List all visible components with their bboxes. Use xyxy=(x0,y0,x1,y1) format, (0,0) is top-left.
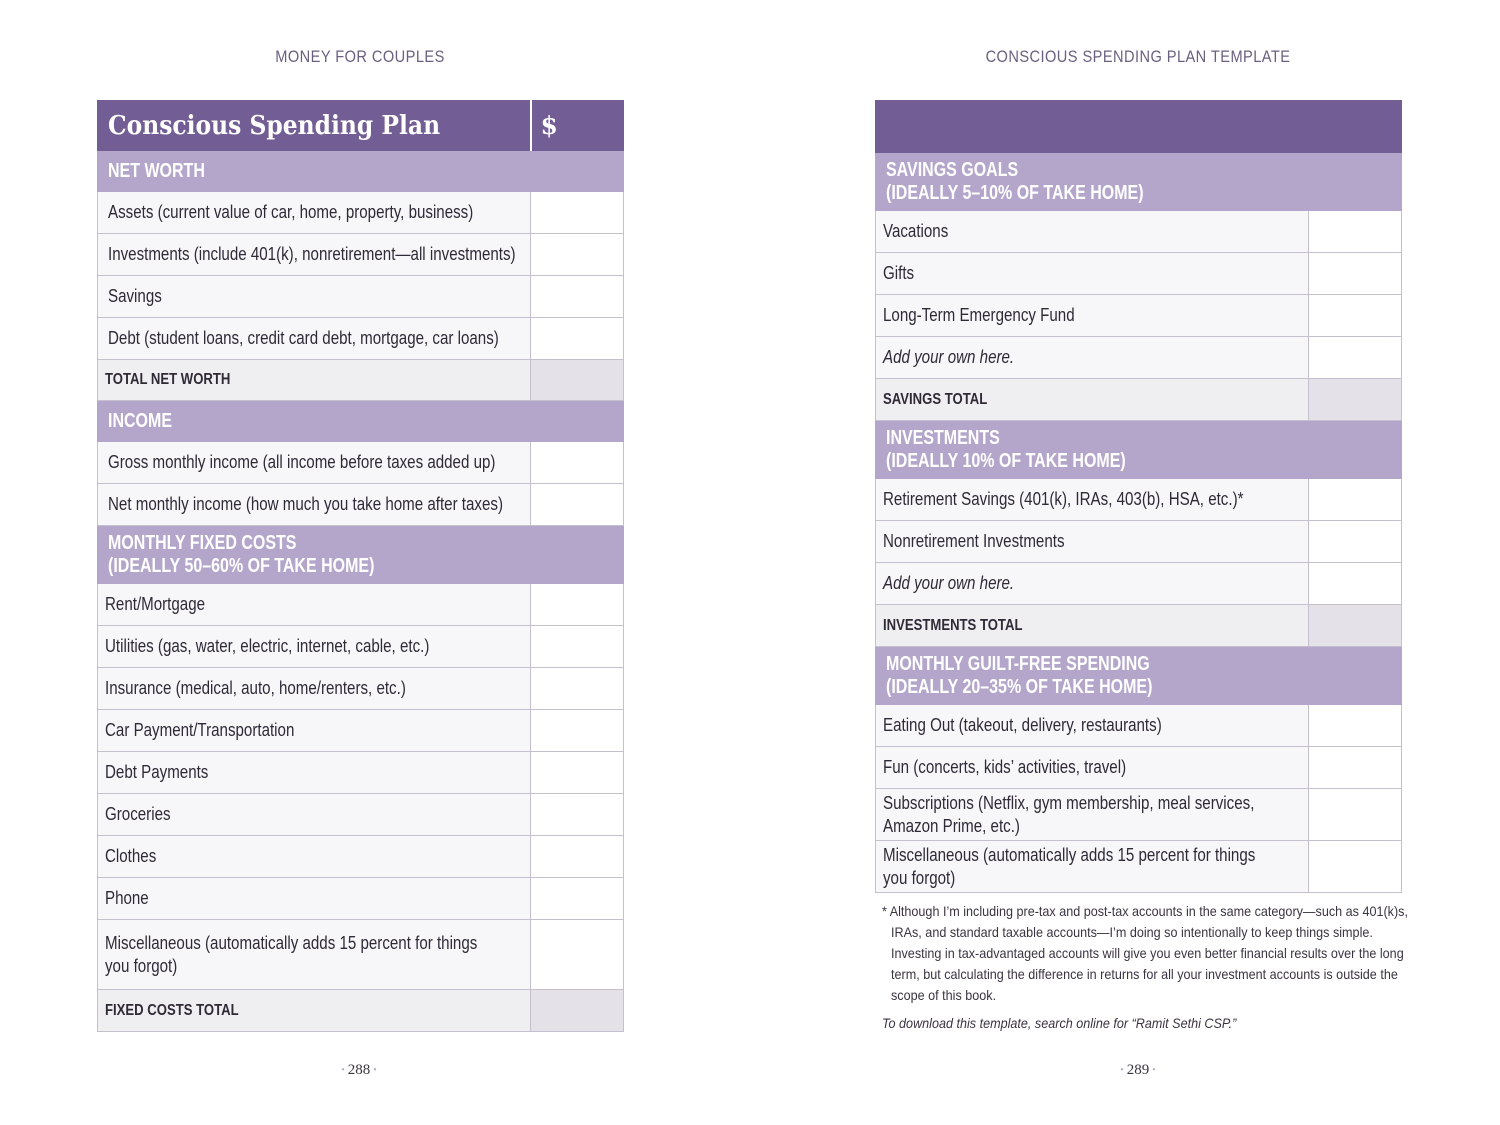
table-title: Conscious Spending Plan xyxy=(98,101,531,151)
line-item-net-income: Net monthly income (how much you take home after taxes) xyxy=(98,484,531,526)
line-item-miscellaneous: Miscellaneous (automatically adds 15 percent for things you forgot) xyxy=(98,920,531,990)
amount-cell-debt[interactable] xyxy=(531,318,624,360)
line-item-clothes: Clothes xyxy=(98,836,531,878)
line-item-debt-payments: Debt Payments xyxy=(98,752,531,794)
section-heading-net-worth: NET WORTH xyxy=(98,151,624,192)
footnote-text: * Although I’m including pre-tax and post-tax accounts in the same category—such as 401(k)s, IRAs, and standard taxable accounts—I’m doing so intentionally to keep things simple. Investing in tax-advantaged accounts will give you even better financial results over the long term, but calculating the difference in returns for all your investment accounts is outside the scope of this book. xyxy=(882,903,1408,1003)
investments-total-label: INVESTMENTS TOTAL xyxy=(876,605,1309,647)
ornament-dot-icon: • xyxy=(1120,1065,1124,1077)
download-note: To download this template, search online for “Ramit Sethi CSP.” xyxy=(882,1015,1237,1031)
conscious-spending-plan-table xyxy=(97,100,624,1032)
amount-cell-net-income[interactable] xyxy=(531,484,624,526)
amount-cell-utilities[interactable] xyxy=(531,626,624,668)
right-page-header: CONSCIOUS SPENDING PLAN TEMPLATE xyxy=(985,47,1291,66)
left-page-header: MONEY FOR COUPLES xyxy=(275,47,445,66)
ornament-dot-icon: • xyxy=(373,1065,377,1077)
table-header-bar xyxy=(876,101,1402,153)
amount-cell-car-payment[interactable] xyxy=(531,710,624,752)
footnote xyxy=(882,901,1408,1006)
total-net-worth-label: TOTAL NET WORTH xyxy=(98,360,531,401)
section-heading-savings-goals: SAVINGS GOALS (IDEALLY 5–10% OF TAKE HOME) xyxy=(876,153,1402,211)
right-page-number: • 289 • xyxy=(1078,1062,1198,1079)
line-item-rent: Rent/Mortgage xyxy=(98,584,531,626)
line-item-insurance: Insurance (medical, auto, home/renters, etc.) xyxy=(98,668,531,710)
line-item-gross-income: Gross monthly income (all income before taxes added up) xyxy=(98,442,531,484)
amount-cell-emergency-fund[interactable] xyxy=(1309,295,1402,337)
line-item-fun: Fun (concerts, kids’ activities, travel) xyxy=(876,747,1309,789)
line-item-car-payment: Car Payment/Transportation xyxy=(98,710,531,752)
amount-cell-eating-out[interactable] xyxy=(1309,705,1402,747)
left-page-number: • 288 • xyxy=(299,1062,419,1079)
line-item-savings: Savings xyxy=(98,276,531,318)
amount-cell-miscellaneous[interactable] xyxy=(531,920,624,990)
section-heading-fixed-costs: MONTHLY FIXED COSTS (IDEALLY 50–60% OF TAKE HOME) xyxy=(98,526,624,584)
fixed-costs-total-label: FIXED COSTS TOTAL xyxy=(98,990,531,1032)
line-item-assets: Assets (current value of car, home, property, business) xyxy=(98,192,531,234)
amount-cell-subscriptions[interactable] xyxy=(1309,789,1402,841)
investments-total-amount[interactable] xyxy=(1309,605,1402,647)
line-item-guilt-free-miscellaneous: Miscellaneous (automatically adds 15 percent for things you forgot) xyxy=(876,841,1309,893)
ornament-dot-icon: • xyxy=(1152,1065,1156,1077)
line-item-savings-add-own[interactable]: Add your own here. xyxy=(876,337,1309,379)
amount-cell-investments-add-own[interactable] xyxy=(1309,563,1402,605)
savings-total-amount[interactable] xyxy=(1309,379,1402,421)
amount-cell-rent[interactable] xyxy=(531,584,624,626)
line-item-nonretirement-investments: Nonretirement Investments xyxy=(876,521,1309,563)
amount-cell-insurance[interactable] xyxy=(531,668,624,710)
ornament-dot-icon: • xyxy=(341,1065,345,1077)
amount-cell-vacations[interactable] xyxy=(1309,211,1402,253)
line-item-emergency-fund: Long-Term Emergency Fund xyxy=(876,295,1309,337)
amount-cell-debt-payments[interactable] xyxy=(531,752,624,794)
line-item-investments-add-own[interactable]: Add your own here. xyxy=(876,563,1309,605)
section-heading-guilt-free-spending: MONTHLY GUILT-FREE SPENDING (IDEALLY 20–35% OF TAKE HOME) xyxy=(876,647,1402,705)
amount-cell-nonretirement-investments[interactable] xyxy=(1309,521,1402,563)
amount-cell-assets[interactable] xyxy=(531,192,624,234)
line-item-utilities: Utilities (gas, water, electric, internet, cable, etc.) xyxy=(98,626,531,668)
amount-cell-guilt-free-miscellaneous[interactable] xyxy=(1309,841,1402,893)
line-item-vacations: Vacations xyxy=(876,211,1309,253)
line-item-debt: Debt (student loans, credit card debt, mortgage, car loans) xyxy=(98,318,531,360)
line-item-gifts: Gifts xyxy=(876,253,1309,295)
amount-cell-savings-add-own[interactable] xyxy=(1309,337,1402,379)
amount-cell-savings[interactable] xyxy=(531,276,624,318)
amount-cell-fun[interactable] xyxy=(1309,747,1402,789)
fixed-costs-total-amount[interactable] xyxy=(531,990,624,1032)
amount-cell-gifts[interactable] xyxy=(1309,253,1402,295)
amount-cell-groceries[interactable] xyxy=(531,794,624,836)
total-net-worth-amount[interactable] xyxy=(531,360,624,401)
line-item-eating-out: Eating Out (takeout, delivery, restaurants) xyxy=(876,705,1309,747)
line-item-investments: Investments (include 401(k), nonretirement—all investments) xyxy=(98,234,531,276)
line-item-groceries: Groceries xyxy=(98,794,531,836)
section-heading-income: INCOME xyxy=(98,401,624,442)
line-item-phone: Phone xyxy=(98,878,531,920)
line-item-retirement-savings: Retirement Savings (401(k), IRAs, 403(b), HSA, etc.)* xyxy=(876,479,1309,521)
amount-cell-phone[interactable] xyxy=(531,878,624,920)
line-item-subscriptions: Subscriptions (Netflix, gym membership, meal services, Amazon Prime, etc.) xyxy=(876,789,1309,841)
amount-cell-gross-income[interactable] xyxy=(531,442,624,484)
section-heading-investments: INVESTMENTS (IDEALLY 10% OF TAKE HOME) xyxy=(876,421,1402,479)
amount-cell-clothes[interactable] xyxy=(531,836,624,878)
amount-cell-investments[interactable] xyxy=(531,234,624,276)
savings-total-label: SAVINGS TOTAL xyxy=(876,379,1309,421)
amount-cell-retirement-savings[interactable] xyxy=(1309,479,1402,521)
conscious-spending-plan-template-table xyxy=(875,100,1402,893)
currency-header: $ xyxy=(531,101,624,151)
